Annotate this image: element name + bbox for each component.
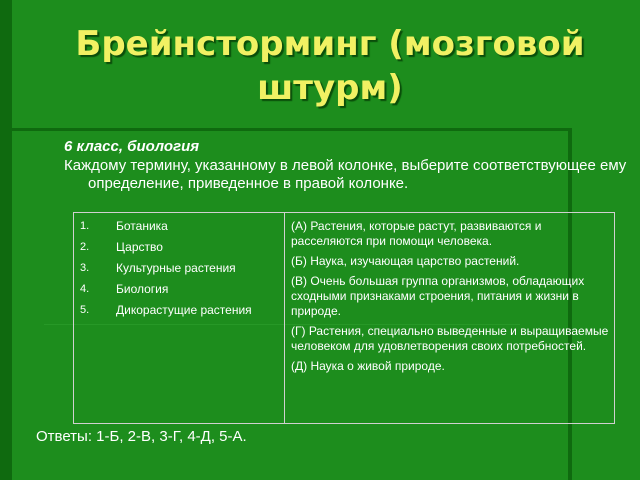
term-item xyxy=(80,303,278,318)
answers-line: Ответы: 1-Б, 2-В, 3-Г, 4-Д, 5-А. xyxy=(36,428,247,445)
terms-list xyxy=(80,219,278,324)
term-number: 5. xyxy=(80,304,90,316)
term-item xyxy=(80,240,278,255)
background-left-bar xyxy=(0,0,12,480)
matching-table xyxy=(73,212,615,424)
term-number: 4. xyxy=(80,283,90,295)
term-label: Культурные растения xyxy=(116,261,236,275)
definition-item: (Г) Растения, специально выведенные и выращиваемые человеком для удовлетворения своих потребностей. xyxy=(291,324,609,353)
term-item xyxy=(80,219,278,234)
slide-title: Брейнсторминг (мозговой штурм) xyxy=(75,24,585,108)
term-label: Дикорастущие растения xyxy=(116,303,252,317)
term-label: Царство xyxy=(116,240,163,254)
task-instruction: Каждому термину, указанному в левой колонке, выберите соответствующее ему определение, приведенное в правой колонке. xyxy=(64,157,627,192)
term-label: Ботаника xyxy=(116,219,168,233)
definitions-list xyxy=(291,219,609,379)
term-number: 2. xyxy=(80,241,90,253)
definition-item: (Д) Наука о живой природе. xyxy=(291,359,445,373)
background-divider-strip xyxy=(12,128,572,131)
term-number: 1. xyxy=(80,220,90,232)
definition-item: (Б) Наука, изучающая царство растений. xyxy=(291,254,520,268)
term-item xyxy=(80,261,278,276)
definition-item: (В) Очень большая группа организмов, обладающих сходными признаками строения, питания и жизни в природе. xyxy=(291,274,585,318)
term-item xyxy=(80,282,278,297)
slide-subtitle: 6 класс, биология xyxy=(64,138,200,155)
term-number: 3. xyxy=(80,262,90,274)
term-label: Биология xyxy=(116,282,169,296)
definition-item: (А) Растения, которые растут, развиваются и расселяются при помощи человека. xyxy=(291,219,542,248)
table-column-divider xyxy=(284,213,285,423)
